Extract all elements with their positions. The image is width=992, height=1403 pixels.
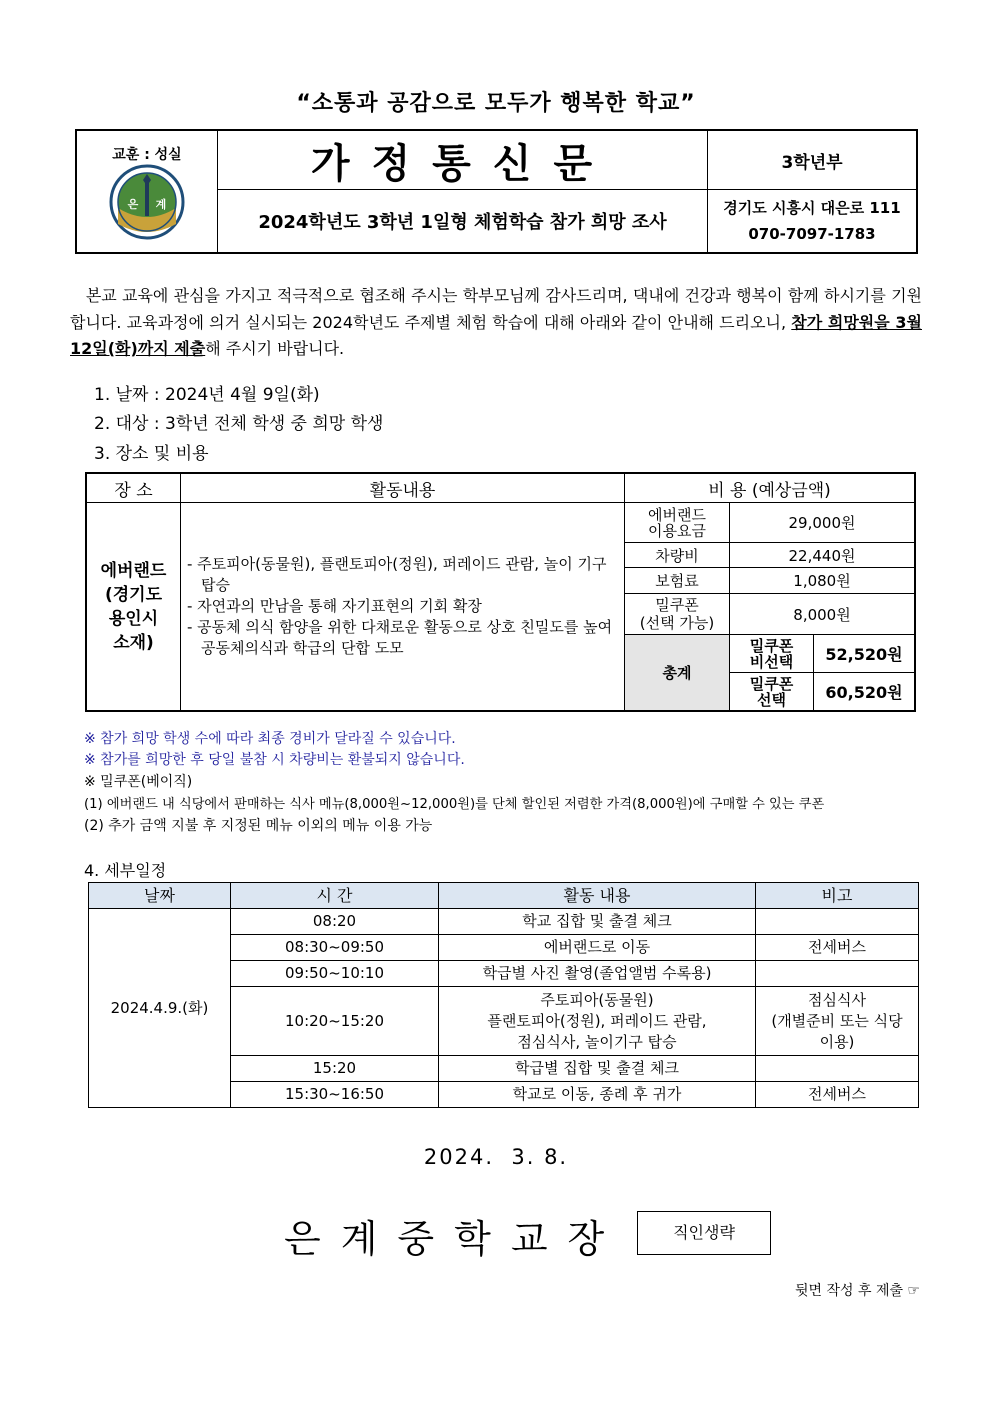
school-motto: 교훈 : 성실 xyxy=(112,146,182,163)
schedule-title: 4. 세부일정 xyxy=(84,861,167,880)
header-cost: 비 용 (예상금액) xyxy=(625,473,916,503)
activity-item: - 자연과의 만남을 통해 자기표현의 기회 확장 xyxy=(187,597,482,616)
schedule-note xyxy=(756,1056,919,1081)
schedule-time: 10:20~15:20 xyxy=(231,987,439,1056)
item-date: 1. 날짜 : 2024년 4월 9일(화) xyxy=(94,385,320,405)
schedule-time: 08:30~09:50 xyxy=(231,934,439,960)
schedule-activity: 학교로 이동, 종례 후 귀가 xyxy=(439,1081,756,1107)
schedule-activity: 에버랜드로 이동 xyxy=(439,934,756,960)
logo-char-right: 계 xyxy=(155,197,167,211)
cost-value: 1,080원 xyxy=(730,568,916,594)
activity-list xyxy=(181,503,625,711)
schedule-note xyxy=(756,961,919,987)
item-place-cost: 3. 장소 및 비용 xyxy=(94,444,209,464)
seal-omitted-box: 직인생략 xyxy=(637,1211,771,1255)
schedule-header: 비고 xyxy=(756,883,919,909)
schedule-activity: 주토피아(동물원) 플랜토피아(정원), 퍼레이드 관람, 점심식사, 놀이기구 탑승 xyxy=(439,987,756,1056)
cost-table xyxy=(85,472,916,712)
issue-date: 2024. 3. 8. xyxy=(423,1145,569,1169)
schedule-time: 15:20 xyxy=(231,1056,439,1081)
newsletter-title: 가정통신문 xyxy=(218,130,708,190)
header-activity: 활동내용 xyxy=(181,473,625,503)
table-row xyxy=(89,909,919,934)
schedule-note: 전세버스 xyxy=(756,934,919,960)
schedule-time: 08:20 xyxy=(231,909,439,934)
note-no-refund: ※ 참가를 희망한 후 당일 불참 시 차량비는 환불되지 않습니다. xyxy=(84,752,465,768)
principal-signature: 은계중학교장 xyxy=(284,1217,625,1261)
school-address: 경기도 시흥시 대은로 111 xyxy=(723,199,901,217)
schedule-header: 활동 내용 xyxy=(439,883,756,909)
intro-text-1: 본교 교육에 관심을 가지고 적극적으로 협조해 주시는 학부모님께 감사드리며, 댁내에 건강과 행복이 함께 하시기를 기원합니다. 교육과정에 의거 실시되는 2024학년도 주제별 체험 학습에 대해 아래와 같이 안내해 드리오니, xyxy=(70,286,922,332)
cost-label: 차량비 xyxy=(625,543,730,568)
schedule-table xyxy=(88,882,919,1108)
activity-item: - 공동체 의식 함양을 위한 다채로운 활동으로 상호 친밀도를 높여 공동체의식과 학급의 단합 도모 xyxy=(187,618,613,658)
cost-label: 밀쿠폰 (선택 가능) xyxy=(625,594,730,635)
total-value: 60,520원 xyxy=(814,673,916,711)
schedule-activity: 학급별 사진 촬영(졸업앨범 수록용) xyxy=(439,961,756,987)
note-coupon-detail-1: (1) 에버랜드 내 식당에서 판매하는 식사 메뉴(8,000원~12,000원)를 단체 할인된 저렴한 가격(8,000원)에 구매할 수 있는 쿠폰 xyxy=(84,797,825,812)
school-phone: 070-7097-1783 xyxy=(748,225,876,243)
schedule-time: 09:50~10:10 xyxy=(231,961,439,987)
total-value: 52,520원 xyxy=(814,635,916,673)
note-coupon-detail-2: (2) 추가 금액 지불 후 지정된 메뉴 이외의 메뉴 이용 가능 xyxy=(84,818,433,834)
schedule-header: 날짜 xyxy=(89,883,231,909)
cost-value: 22,440원 xyxy=(730,543,916,568)
schedule-date: 2024.4.9.(화) xyxy=(89,909,231,1108)
school-logo-icon xyxy=(102,164,192,240)
logo-char-left: 은 xyxy=(127,197,139,211)
note-meal-coupon: ※ 밀쿠폰(베이직) xyxy=(84,774,193,790)
total-option-label: 밀쿠폰 비선택 xyxy=(730,635,814,673)
intro-deadline: 참가 희망원을 3월 12일(화)까지 제출 xyxy=(70,312,922,358)
schedule-header: 시 간 xyxy=(231,883,439,909)
schedule-note xyxy=(756,909,919,934)
cost-value: 29,000원 xyxy=(730,503,916,543)
newsletter-header xyxy=(75,129,918,254)
cost-label: 보험료 xyxy=(625,568,730,594)
schedule-time: 15:30~16:50 xyxy=(231,1081,439,1107)
school-contact xyxy=(708,190,918,254)
cost-label: 에버랜드 이용요금 xyxy=(625,503,730,543)
intro-text-2: 해 주시기 바랍니다. xyxy=(205,339,345,358)
back-page-note: 뒷면 작성 후 제출 ☞ xyxy=(794,1283,920,1299)
total-option-label: 밀쿠폰 선택 xyxy=(730,673,814,711)
note-fee-change: ※ 참가 희망 학생 수에 따라 최종 경비가 달라질 수 있습니다. xyxy=(84,731,456,747)
intro-paragraph xyxy=(70,283,922,363)
schedule-activity: 학교 집합 및 출결 체크 xyxy=(439,909,756,934)
total-label: 총계 xyxy=(625,635,730,711)
schedule-note: 점심식사 (개별준비 또는 식당 이용) xyxy=(756,987,919,1056)
item-target: 2. 대상 : 3학년 전체 학생 중 희망 학생 xyxy=(94,414,384,434)
schedule-note: 전세버스 xyxy=(756,1081,919,1107)
school-slogan: “소통과 공감으로 모두가 행복한 학교” xyxy=(296,91,696,116)
schedule-activity: 학급별 집합 및 출결 체크 xyxy=(439,1056,756,1081)
newsletter-subtitle: 2024학년도 3학년 1일형 체험학습 참가 희망 조사 xyxy=(218,190,708,254)
header-place: 장 소 xyxy=(86,473,181,503)
grade-department: 3학년부 xyxy=(708,130,918,190)
logo-cell xyxy=(76,130,218,253)
activity-item: - 주토피아(동물원), 플랜토피아(정원), 퍼레이드 관람, 놀이 기구 탑승 xyxy=(187,555,607,595)
place-cell: 에버랜드 (경기도 용인시 소재) xyxy=(86,503,181,711)
cost-value: 8,000원 xyxy=(730,594,916,635)
